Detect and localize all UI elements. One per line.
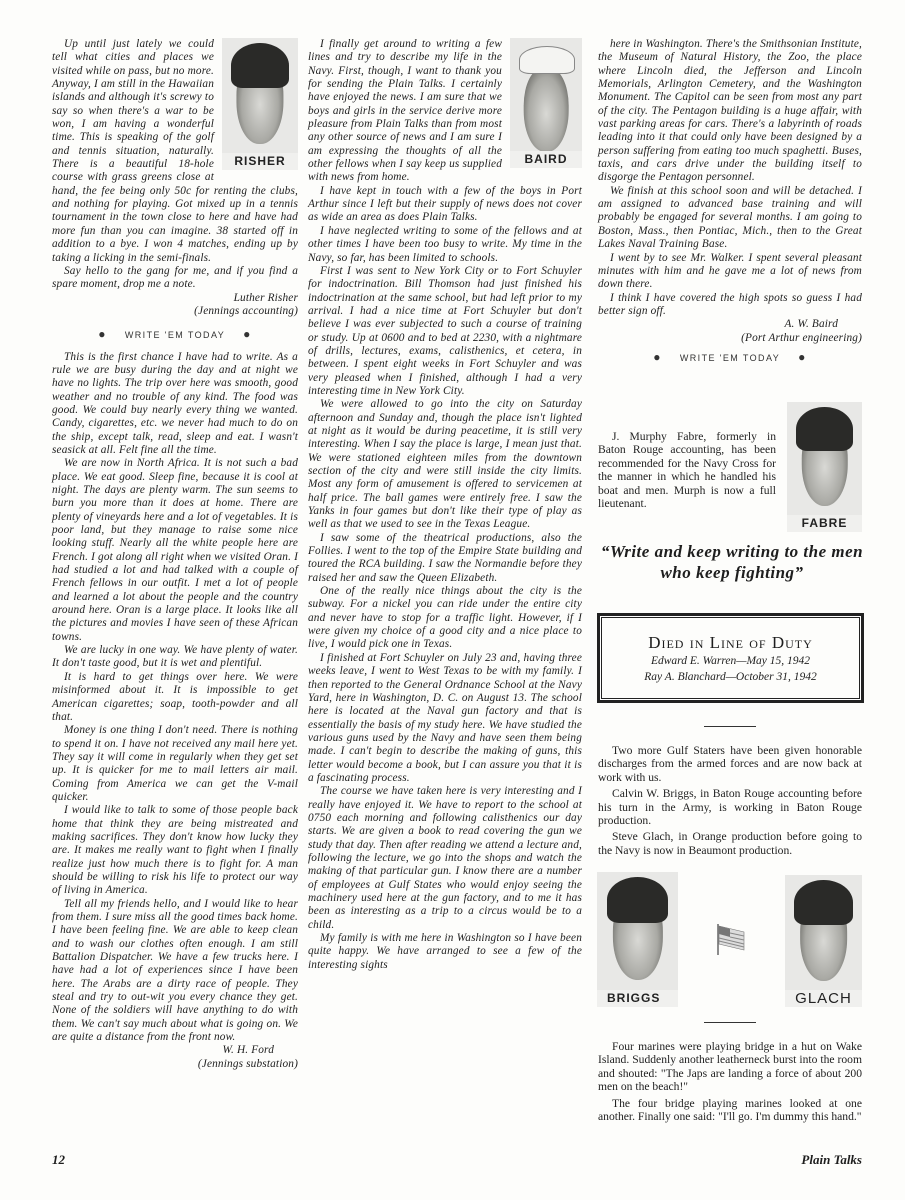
divider-text: WRITE 'EM TODAY <box>124 330 226 341</box>
paragraph: We are lucky in one way. We have plenty of water. It don't taste good, but it is wet and plentiful. <box>52 644 298 670</box>
signature-name: Luther Risher <box>233 291 298 304</box>
signature-department: (Port Arthur engineering) <box>741 331 862 344</box>
paragraph: Say hello to the gang for me, and if you find a spare moment, drop me a note. <box>52 264 298 291</box>
photo-briggs <box>597 872 678 1007</box>
portrait-face <box>524 67 569 153</box>
photo-caption: FABRE <box>787 515 862 532</box>
page-number: 12 <box>52 1152 65 1167</box>
portrait-hair <box>796 407 853 451</box>
paragraph: I finished at Fort Schuyler on July 23 and, having three weeks leave, I went to West Texas to be with my family. I then reported to the General Ordnance School at the Navy Yard, here in Washington, D. C. on August 13. The school here is located at the Naval gun factory and that is essentially the basis of my study here. We have studied the various guns used by the Navy and have seen them being made. I can't begin to describe the making of guns, this letter would become a book, but I can assure you that it is a fascinating process. <box>308 651 582 784</box>
paragraph: First I was sent to New York City or to Fort Schuyler for indoctrination. Bill Thomson had just finished his indoctrination at the same school, but had left prior to my arrival. I had a nice time at Fort Schuyler but don't believe I was ever subjected to such a course of training or study. Up at 0600 and to bed at 2230, with a nightmare of drills, lectures, exams, calisthenics, et cetera, in between. I spent eight weeks in Fort Schuyler and was very pleased when I finished, although I had a very interesting time in New York City. <box>308 264 582 397</box>
photo-caption: RISHER <box>222 153 298 170</box>
divider-rule <box>704 1022 756 1023</box>
section-divider <box>52 328 298 342</box>
paragraph: I saw some of the theatrical productions, also the Follies. I went to the top of the Empire State building and toured the RCA building. I saw the Normandie before they raised her and saw the Queen Elizabeth. <box>308 531 582 584</box>
section-divider <box>598 351 862 365</box>
paragraph: I have kept in touch with a few of the boys in Port Arthur since I left but their supply of news does not cover as wide an area as does Plain Talks. <box>308 184 582 224</box>
column-2 <box>308 38 582 972</box>
divider-text: WRITE 'EM TODAY <box>679 352 781 363</box>
signature-department: (Jennings substation) <box>197 1057 298 1070</box>
fabre-item <box>598 430 776 513</box>
bullet-icon: ● <box>98 327 107 342</box>
column-1 <box>52 38 298 1071</box>
baird-letter-continued <box>598 38 862 318</box>
pull-quote: “Write and keep writing to the men who keep fighting” <box>600 542 864 582</box>
american-flag-icon <box>716 922 746 956</box>
officer-cap <box>519 46 576 74</box>
photo-caption: GLACH <box>785 990 862 1007</box>
marines-joke <box>598 1040 862 1126</box>
paragraph: here in Washington. There's the Smithsonian Institute, the Museum of Natural History, the Zoo, the place where Lincoln died, the Jefferson and Lincoln Memorials, Arlington Cemetery, and the Washington Monument. The Capitol can be seen from most any part of the city. The Pentagon building is a huge affair, with vast parking areas for cars. There's a labyrinth of roads leading into it that could only have been designed by a person suffering from eating too much spaghetti. Buses, taxis, and cars drive under the building itself to disgorge the Pentagon personnel. <box>598 38 862 184</box>
portrait-hair <box>607 877 669 923</box>
signature-name: W. H. Ford <box>222 1044 274 1057</box>
paragraph: Money is one thing I don't need. There is nothing to spend it on. I have not received any mail here yet. They say it will come in regularly when they get set up. It is quicker for me to mail letters air mail. Coming from America we can get the V-mail quicker. <box>52 724 298 803</box>
paragraph: My family is with me here in Washington so I have been quite happy. We have arranged to see a few of the interesting sights <box>308 932 582 971</box>
signature-department: (Jennings accounting) <box>194 304 298 317</box>
paragraph: Steve Glach, in Orange production before going to the Navy is now in Beaumont production. <box>598 830 862 857</box>
paragraph: The course we have taken here is very interesting and I really have enjoyed it. We have to report to the school at 0750 each morning and following calisthenics our day starts. We are given a book to read covering the gun we study that day. Then after reading we attend a lecture and, following the lecture, we go into the shops and watch the making of that particular gun. I know there are a number of employees at Gulf States who would enjoy seeing the machinery used here at the gun factory, and to me it has been as interesting as a trip to a circus would be to a child. <box>308 785 582 931</box>
photo-caption: BAIRD <box>510 151 582 168</box>
signature-name: A. W. Baird <box>784 318 838 331</box>
paragraph: We are now in North Africa. It is not such a bad place. We eat good. Sleep fine, because it is cool at night. The days are plenty warm. The sun seems to burn you more than it does at home. There are plenty of vineyards here and a lot of vegetables. It is poor land, but they manage to raise some nice looking stuff. Nearly all the white people here are French. I got along all right when we visited Oran. I had studied a lot and had talked with a couple of French fellows in our outfit. I met a lot of people and learned a lot about the people and the country around here. Oran is a large place. It looks like all the pictures and movies I have seen of these African towns. <box>52 457 298 643</box>
photo-glach <box>785 875 862 1007</box>
portrait-hair <box>231 43 289 88</box>
memorial-entry: Ray A. Blanchard—October 31, 1942 <box>644 671 817 683</box>
paragraph: This is the first chance I have had to write. As a rule we are busy during the day and at night we have no lights. The trip over here was smooth, good weather and no trouble of any kind. The food was good. We could buy nearly every thing we wanted. Candy, cigarettes, etc. we never had much to do on the ship, except talk, read, sleep and eat. I wasn't seasick at all. Felt fine all the time. <box>52 350 298 456</box>
photo-fabre <box>787 402 862 532</box>
paragraph: We finish at this school soon and will be detached. I am assigned to advanced base training and will probably be engaged for several months. I am going to Boston, Mass., then Pontiac, Mich., then to the Great Lakes Naval Training Base. <box>598 184 862 251</box>
paragraph: I finally get around to writing a few lines and try to describe my life in the Navy. First, though, I want to thank you for sending the Plain Talks. I certainly have enjoyed the news. I am sure that we boys and girls in the service derive more pleasure from Plain Talks than from most any other source of news and I am sure I am expressing the thoughts of all the other fellows when I say keep us supplied with news from home. <box>308 38 502 184</box>
paragraph: I would like to talk to some of those people back home that think they are being mistreated and making sacrifices. They don't know how lucky they are. It makes me really want to fight when I finally realize just how much there is to fight for. A man should be willing to risk his life to protect our way of living in America. <box>52 804 298 897</box>
paragraph: Up until just lately we could tell what cities and places we visited while on pass, but no more. Anyway, I am still in the Hawaiian islands and although it's screwy to say so when there's a war to be won, I am having a wonderful time. This is speaking of the golf and tennis situation, naturally. There is a beautiful 18-hole course with grass greens close at hand, the fee being only 50c for renting the clubs, and nothing for playing. Got mixed up in a tennis tournament in the town close to here and have had more fun than you can imagine. 38 started off in addition to a bye. I won 4 matches, ending up by taking a licking in the semi-finals. <box>52 38 298 264</box>
paragraph: It is hard to get things over here. We were misinformed about it. It is impossible to get American cigarettes; soap, tooth-powder and all that. <box>52 670 298 723</box>
paragraph: Four marines were playing bridge in a hut on Wake Island. Suddenly another leatherneck burst into the room and shouted: "The Japs are landing a force of about 200 men on the beach!" <box>598 1040 862 1094</box>
paragraph: I went by to see Mr. Walker. I spent several pleasant minutes with him and he gave me a lot of news from down there. <box>598 251 862 291</box>
died-in-line-of-duty-box <box>597 613 864 703</box>
paragraph: I think I have covered the high spots so guess I had better sign off. <box>598 291 862 317</box>
bullet-icon: ● <box>243 327 252 342</box>
portrait-hair <box>794 880 853 925</box>
paragraph: We were allowed to go into the city on Saturday afternoon and Sunday and, though the place isn't lighted at night as it would be during peacetime, it is still very interesting. When I say the place is large, I mean just that. We were stationed eighteen miles from the downtown section of the city and were still inside the city limits. Most any form of amusement is offered to servicemen at half price. The ball games were entirely free. I saw the Yanks in four games but don't like their type of play as well as that we used to see in the Texas League. <box>308 398 582 531</box>
column-3 <box>598 38 862 373</box>
photo-risher <box>222 38 298 170</box>
paragraph: Tell all my friends hello, and I would like to hear from them. I sure miss all the good times back home. I have been feeling fine. We are able to keep clean and to wash our clothes often enough. I am still Battalion Dispatcher. We have a few trucks here. I have had a lot of experiences since I have been here. The Arabs are a dirty race of people. They steal and try to out-wit you every chance they get. None of the soldiers will have anything to do with them. We can't say much about what is going on. We are quite a distance from the front now. <box>52 897 298 1044</box>
photo-baird <box>510 38 582 168</box>
photo-caption: BRIGGS <box>597 990 678 1007</box>
gulf-staters-item <box>598 744 862 860</box>
publication-name: Plain Talks <box>801 1152 862 1167</box>
bullet-icon: ● <box>798 349 807 364</box>
baird-letter <box>308 38 582 972</box>
paragraph: I have neglected writing to some of the fellows and at other times I have been too busy to write. My time in the Navy, so far, has been limited to schools. <box>308 224 582 264</box>
paragraph: Calvin W. Briggs, in Baton Rouge accounting before his turn in the Army, is working in Baton Rouge production. <box>598 787 862 828</box>
divider-rule <box>704 726 756 727</box>
paragraph: Two more Gulf Staters have been given honorable discharges from the armed forces and are now back at work with us. <box>598 744 862 784</box>
paragraph: One of the really nice things about the city is the subway. For a nickel you can ride under the entire city and never have to stop for a traffic light. However, if I were given my choice of a good city and a nice place to live, I would pick one in Texas. <box>308 585 582 651</box>
bullet-icon: ● <box>653 349 662 364</box>
ford-letter <box>52 351 298 1045</box>
fabre-text: J. Murphy Fabre, formerly in Baton Rouge accounting, has been recommended for the Navy Cross for the manner in which he handled his boat and men. Murph is now a full lieutenant. <box>598 430 776 511</box>
paragraph: The four bridge playing marines looked at one another. Finally one said: "I'll go. I'm dummy this hand." <box>598 1096 862 1124</box>
memorial-entry: Edward E. Warren—May 15, 1942 <box>650 655 811 667</box>
box-title: Died in Line of Duty <box>648 633 813 652</box>
